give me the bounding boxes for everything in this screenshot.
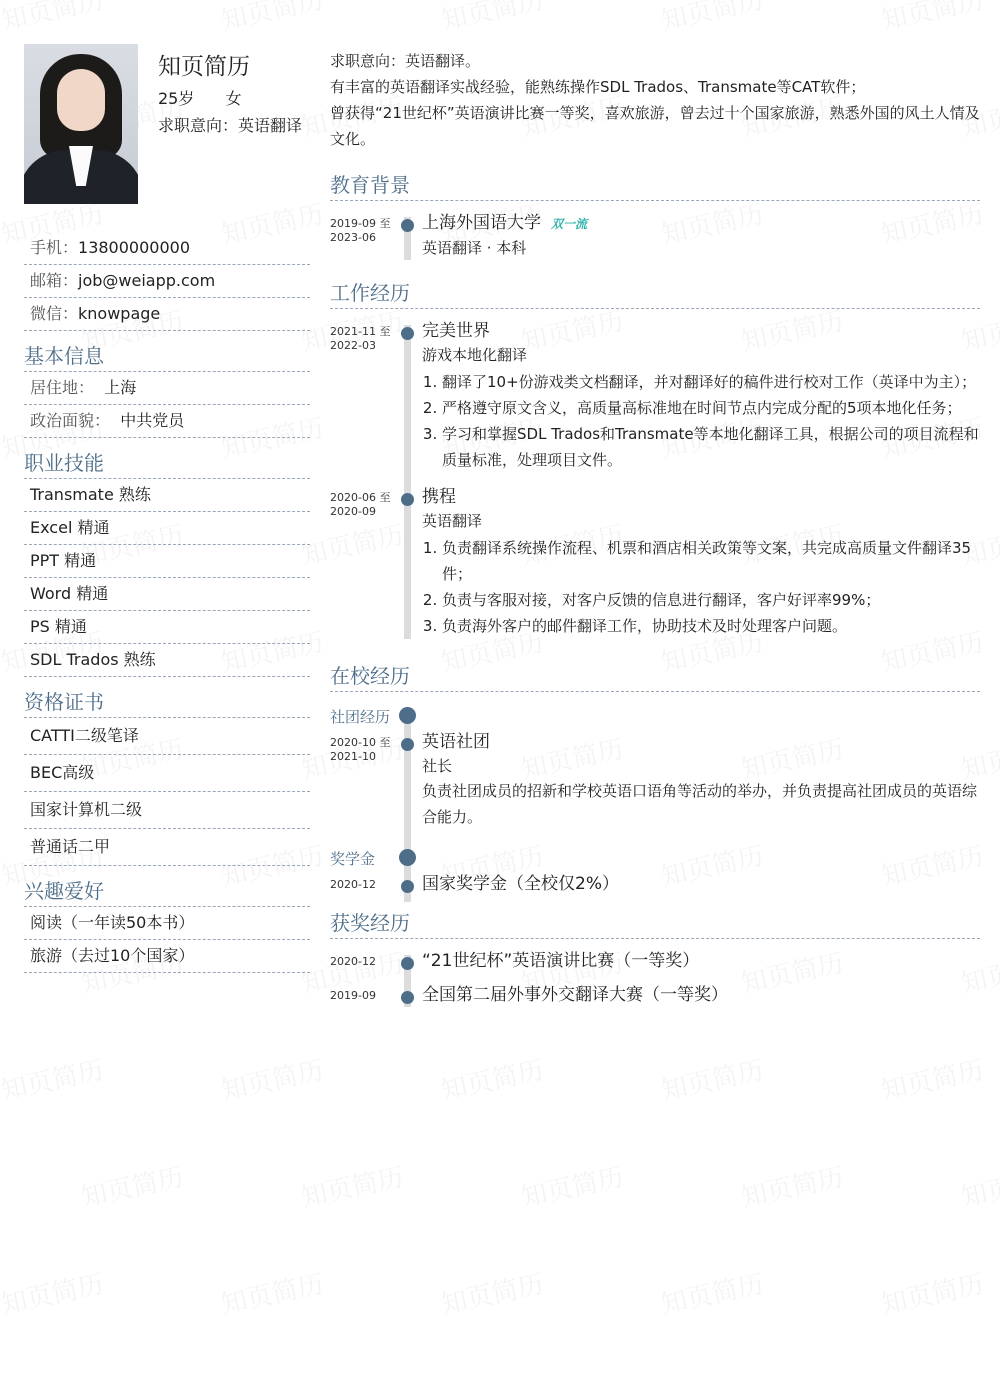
section-title-basic: 基本信息 (24, 341, 310, 372)
skill-item: PPT 精通 (24, 545, 310, 578)
profile-photo (24, 44, 138, 204)
watermark-text (77, 1157, 186, 1215)
intro-line: 曾获得“21世纪杯”英语演讲比赛一等奖，喜欢旅游，曾去过十个国家旅游，熟悉外国的风土人情及文化。 (330, 104, 980, 148)
skill-item: SDL Trados 熟练 (24, 644, 310, 677)
major-degree: 英语翻译 · 本科 (422, 239, 527, 257)
main-content (330, 48, 980, 1007)
contact-wechat: 微信：knowpage (24, 298, 310, 331)
watermark-text (297, 1157, 406, 1215)
school-name: 上海外国语大学 (422, 213, 541, 233)
hobby-item: 旅游（去过10个国家） (24, 940, 310, 973)
timeline-dot-icon (399, 707, 416, 724)
basic-residence: 居住地： 上海 (24, 372, 310, 405)
section-title-hobbies: 兴趣爱好 (24, 876, 310, 907)
item-date: 2020-06 至 2020-09 (330, 491, 391, 518)
job-role: 游戏本地化翻译 (422, 346, 528, 364)
cert-item: 普通话二甲 (24, 829, 310, 866)
club-role: 社长 (422, 757, 453, 775)
sidebar (24, 44, 310, 973)
education-timeline (330, 211, 980, 260)
club-item (330, 730, 980, 830)
watermark-text (0, 0, 107, 37)
watermark-text (217, 1050, 326, 1108)
watermark-text (877, 1050, 986, 1108)
award-item (330, 949, 980, 983)
club-name: 英语社团 (422, 732, 490, 752)
item-date: 2019-09 (330, 989, 376, 1002)
watermark-text (437, 1050, 546, 1108)
basic-political: 政治面貌： 中共党员 (24, 405, 310, 438)
section-title-work: 工作经历 (330, 278, 980, 309)
work-item (330, 319, 980, 473)
subsection-label: 社团经历 (330, 708, 391, 726)
timeline-dot-icon (401, 957, 414, 970)
skill-item: PS 精通 (24, 611, 310, 644)
watermark-text (877, 0, 986, 37)
watermark-text (437, 0, 546, 37)
item-date: 2021-11 至 2022-03 (330, 325, 391, 352)
duty-list (422, 369, 980, 473)
education-item (330, 211, 980, 260)
watermark-text (0, 1264, 107, 1322)
watermark-text (0, 1050, 107, 1108)
watermark-text (517, 1157, 626, 1215)
skill-item: Transmate 熟练 (24, 479, 310, 512)
section-title-certs: 资格证书 (24, 687, 310, 718)
subsection-label: 奖学金 (330, 850, 376, 868)
timeline-dot-icon (401, 880, 414, 893)
award-name: 全国第二届外事外交翻译大赛（一等奖） (422, 985, 728, 1005)
age-gender (158, 86, 241, 109)
watermark-text (657, 1050, 766, 1108)
campus-timeline (330, 702, 980, 902)
work-item (330, 485, 980, 639)
section-title-education: 教育背景 (330, 170, 980, 201)
gender: 女 (225, 89, 242, 108)
timeline-dot-icon (401, 738, 414, 751)
item-date: 2020-10 至 2021-10 (330, 736, 391, 763)
age: 25岁 (158, 89, 195, 108)
skill-item: Word 精通 (24, 578, 310, 611)
subsection-scholarship (330, 844, 980, 872)
duty-item: 2. 负责与客服对接，对客户反馈的信息进行翻译，客户好评率99%； (442, 587, 980, 613)
watermark-text (657, 1264, 766, 1322)
cert-item: BEC高级 (24, 755, 310, 792)
work-timeline (330, 319, 980, 639)
contact-email: 邮箱：job@weiapp.com (24, 265, 310, 298)
duty-item: 1. 负责翻译系统操作流程、机票和酒店相关政策等文案，共完成高质量文件翻译35件； (442, 535, 980, 587)
timeline-dot-icon (401, 991, 414, 1004)
awards-timeline (330, 949, 980, 1007)
watermark-text (437, 1264, 546, 1322)
timeline-dot-icon (401, 219, 414, 232)
watermark-text (657, 0, 766, 37)
section-title-skills: 职业技能 (24, 448, 310, 479)
award-item (330, 983, 980, 1007)
duty-item: 3. 负责海外客户的邮件翻译工作，协助技术及时处理客户问题。 (442, 613, 980, 639)
duty-item: 3. 学习和掌握SDL Trados和Transmate等本地化翻译工具，根据公司的项目流程和质量标准，处理项目文件。 (442, 421, 980, 473)
hobby-item: 阅读（一年读50本书） (24, 907, 310, 940)
watermark-text (737, 1157, 846, 1215)
duty-item: 2. 严格遵守原文含义，高质量高标准地在时间节点内完成分配的5项本地化任务； (442, 395, 980, 421)
cert-item: 国家计算机二级 (24, 792, 310, 829)
job-role: 英语翻译 (422, 512, 483, 530)
watermark-text (217, 1264, 326, 1322)
section-title-awards: 获奖经历 (330, 908, 980, 939)
self-intro (330, 48, 980, 152)
intro-line: 求职意向：英语翻译。 (330, 52, 481, 70)
timeline-dot-icon (401, 493, 414, 506)
item-date: 2020-12 (330, 878, 376, 891)
club-desc: 负责社团成员的招新和学校英语口语角等活动的举办，并负责提高社团成员的英语综合能力。 (422, 782, 978, 826)
company-name: 完美世界 (422, 321, 490, 341)
timeline-dot-icon (401, 327, 414, 340)
job-intent: 求职意向：英语翻译 (158, 116, 303, 135)
skill-item: Excel 精通 (24, 512, 310, 545)
watermark-text (957, 1157, 1000, 1215)
school-tag: 双一流 (551, 217, 588, 231)
subsection-club (330, 702, 980, 730)
timeline-dot-icon (399, 849, 416, 866)
company-name: 携程 (422, 487, 456, 507)
cert-item: CATTI二级笔译 (24, 718, 310, 755)
item-date: 2020-12 (330, 955, 376, 968)
candidate-name: 知页简历 (158, 54, 250, 80)
watermark-text (877, 1264, 986, 1322)
watermark-text (217, 0, 326, 37)
award-name: “21世纪杯”英语演讲比赛（一等奖） (422, 951, 700, 971)
contact-list (24, 232, 310, 331)
duty-item: 1. 翻译了10+份游戏类文档翻译，并对翻译好的稿件进行校对工作（英译中为主）； (442, 369, 980, 395)
duty-list (422, 535, 980, 639)
section-title-campus: 在校经历 (330, 661, 980, 692)
scholarship-name: 国家奖学金（全校仅2%） (422, 874, 619, 894)
intro-line: 有丰富的英语翻译实战经验，能熟练操作SDL Trados、Transmate等CAT软件； (330, 78, 866, 96)
scholarship-item (330, 872, 980, 902)
contact-phone: 手机：13800000000 (24, 232, 310, 265)
item-date: 2019-09 至 2023-06 (330, 217, 391, 244)
